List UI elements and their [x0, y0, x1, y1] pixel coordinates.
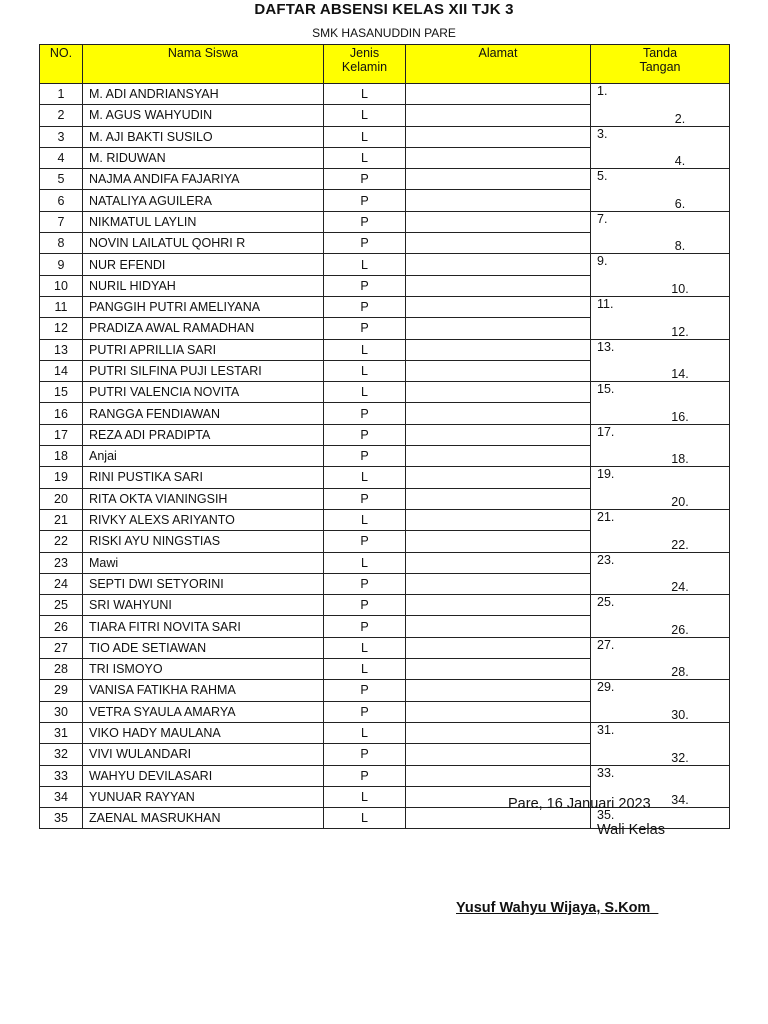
table-row [40, 509, 730, 530]
signature-cell: 7. [591, 211, 730, 232]
table-row [40, 424, 730, 445]
student-name: REZA ADI PRADIPTA [83, 424, 324, 445]
student-address [406, 126, 591, 147]
student-name: M. AGUS WAHYUDIN [83, 105, 324, 126]
student-sex: L [324, 552, 406, 573]
student-address [406, 339, 591, 360]
student-name: PUTRI SILFINA PUJI LESTARI [83, 360, 324, 381]
student-address [406, 424, 591, 445]
row-number: 15 [40, 382, 83, 403]
signature-cell: 32. [591, 744, 730, 765]
signature-cell: 23. [591, 552, 730, 573]
student-name: ZAENAL MASRUKHAN [83, 808, 324, 829]
student-sex: L [324, 126, 406, 147]
signature-cell: 22. [591, 531, 730, 552]
row-number: 8 [40, 233, 83, 254]
student-sex: L [324, 637, 406, 658]
signature-cell: 15. [591, 382, 730, 403]
student-name: RINI PUSTIKA SARI [83, 467, 324, 488]
table-row [40, 722, 730, 743]
signer-role: Wali Kelas [597, 822, 665, 838]
signature-cell: 30. [591, 701, 730, 722]
row-number: 12 [40, 318, 83, 339]
student-address [406, 467, 591, 488]
row-number: 32 [40, 744, 83, 765]
student-address [406, 233, 591, 254]
row-number: 14 [40, 360, 83, 381]
signature-cell: 2. [591, 105, 730, 126]
table-row [40, 765, 730, 786]
column-header-signature-line1: Tanda [642, 46, 678, 60]
row-number: 6 [40, 190, 83, 211]
table-row [40, 403, 730, 424]
table-row [40, 211, 730, 232]
student-sex: P [324, 190, 406, 211]
student-address [406, 701, 591, 722]
student-address [406, 637, 591, 658]
student-sex: P [324, 573, 406, 594]
student-sex: P [324, 531, 406, 552]
student-address [406, 296, 591, 317]
column-header-signature [591, 45, 730, 84]
column-header-name: Nama Siswa [83, 45, 324, 84]
student-name: WAHYU DEVILASARI [83, 765, 324, 786]
student-name: TIO ADE SETIAWAN [83, 637, 324, 658]
row-number: 7 [40, 211, 83, 232]
student-address [406, 403, 591, 424]
student-sex: L [324, 360, 406, 381]
table-row [40, 339, 730, 360]
signature-cell: 10. [591, 275, 730, 296]
student-sex: P [324, 275, 406, 296]
student-address [406, 254, 591, 275]
student-name: M. ADI ANDRIANSYAH [83, 84, 324, 105]
student-sex: L [324, 509, 406, 530]
row-number: 26 [40, 616, 83, 637]
student-name: PRADIZA AWAL RAMADHAN [83, 318, 324, 339]
signature-cell: 16. [591, 403, 730, 424]
row-number: 29 [40, 680, 83, 701]
row-number: 31 [40, 722, 83, 743]
row-number: 4 [40, 147, 83, 168]
student-name: Anjai [83, 446, 324, 467]
table-row [40, 84, 730, 105]
signature-cell: 17. [591, 424, 730, 445]
student-address [406, 680, 591, 701]
student-sex: P [324, 680, 406, 701]
student-sex: L [324, 467, 406, 488]
table-row [40, 254, 730, 275]
school-name: SMK HASANUDDIN PARE [312, 26, 456, 40]
student-address [406, 275, 591, 296]
row-number: 13 [40, 339, 83, 360]
row-number: 18 [40, 446, 83, 467]
signer-name: Yusuf Wahyu Wijaya, S.Kom [456, 900, 659, 916]
student-sex: L [324, 659, 406, 680]
column-header-sex-line2: Kelamin [341, 60, 388, 74]
student-name: NOVIN LAILATUL QOHRI R [83, 233, 324, 254]
table-row [40, 531, 730, 552]
student-sex: P [324, 169, 406, 190]
signature-cell: 1. [591, 84, 730, 105]
document-title: DAFTAR ABSENSI KELAS XII TJK 3 [254, 1, 514, 18]
table-header-row [40, 45, 730, 84]
student-name: YUNUAR RAYYAN [83, 786, 324, 807]
table-row [40, 552, 730, 573]
student-name: VANISA FATIKHA RAHMA [83, 680, 324, 701]
student-name: NATALIYA AGUILERA [83, 190, 324, 211]
student-sex: P [324, 424, 406, 445]
row-number: 28 [40, 659, 83, 680]
student-address [406, 84, 591, 105]
student-sex: L [324, 786, 406, 807]
student-sex: P [324, 765, 406, 786]
row-number: 24 [40, 573, 83, 594]
student-sex: P [324, 595, 406, 616]
table-row [40, 147, 730, 168]
signature-cell: 3. [591, 126, 730, 147]
signature-cell: 13. [591, 339, 730, 360]
row-number: 16 [40, 403, 83, 424]
student-sex: P [324, 744, 406, 765]
student-address [406, 318, 591, 339]
student-sex: P [324, 616, 406, 637]
student-address [406, 446, 591, 467]
student-name: SRI WAHYUNI [83, 595, 324, 616]
student-name: NURIL HIDYAH [83, 275, 324, 296]
row-number: 3 [40, 126, 83, 147]
table-row [40, 190, 730, 211]
student-sex: L [324, 147, 406, 168]
column-header-sex [324, 45, 406, 84]
signature-cell: 28. [591, 659, 730, 680]
row-number: 35 [40, 808, 83, 829]
signature-cell: 11. [591, 296, 730, 317]
student-address [406, 531, 591, 552]
signature-cell: 33. [591, 765, 730, 786]
signature-cell: 6. [591, 190, 730, 211]
table-row [40, 126, 730, 147]
row-number: 17 [40, 424, 83, 445]
student-sex: P [324, 403, 406, 424]
table-row [40, 296, 730, 317]
signature-cell: 34. [591, 786, 730, 807]
row-number: 5 [40, 169, 83, 190]
student-name: RITA OKTA VIANINGSIH [83, 488, 324, 509]
signature-cell: 20. [591, 488, 730, 509]
row-number: 1 [40, 84, 83, 105]
signature-cell: 35. [591, 808, 730, 829]
student-address [406, 552, 591, 573]
signature-cell: 21. [591, 509, 730, 530]
student-name: VETRA SYAULA AMARYA [83, 701, 324, 722]
signature-cell: 8. [591, 233, 730, 254]
student-sex: L [324, 722, 406, 743]
student-name: VIKO HADY MAULANA [83, 722, 324, 743]
student-sex: L [324, 339, 406, 360]
signature-cell: 29. [591, 680, 730, 701]
table-body [40, 84, 730, 829]
signature-cell: 5. [591, 169, 730, 190]
student-sex: P [324, 446, 406, 467]
student-sex: P [324, 488, 406, 509]
student-address [406, 659, 591, 680]
signature-cell: 4. [591, 147, 730, 168]
signature-cell: 26. [591, 616, 730, 637]
student-address [406, 169, 591, 190]
student-name: PANGGIH PUTRI AMELIYANA [83, 296, 324, 317]
row-number: 22 [40, 531, 83, 552]
row-number: 30 [40, 701, 83, 722]
row-number: 10 [40, 275, 83, 296]
signature-cell: 27. [591, 637, 730, 658]
place-date: Pare, 16 Januari 2023 [508, 796, 651, 812]
student-address [406, 595, 591, 616]
student-sex: P [324, 211, 406, 232]
table-row [40, 105, 730, 126]
student-address [406, 190, 591, 211]
table-row [40, 169, 730, 190]
attendance-table [39, 44, 730, 829]
student-address [406, 147, 591, 168]
signature-cell: 19. [591, 467, 730, 488]
student-name: TRI ISMOYO [83, 659, 324, 680]
table-row [40, 659, 730, 680]
table-row [40, 744, 730, 765]
student-address [406, 573, 591, 594]
student-name: NIKMATUL LAYLIN [83, 211, 324, 232]
column-header-address: Alamat [406, 45, 591, 84]
signature-cell: 9. [591, 254, 730, 275]
student-address [406, 382, 591, 403]
student-address [406, 744, 591, 765]
student-name: Mawi [83, 552, 324, 573]
table-row [40, 488, 730, 509]
student-sex: P [324, 701, 406, 722]
student-name: VIVI WULANDARI [83, 744, 324, 765]
student-name: NUR EFENDI [83, 254, 324, 275]
student-address [406, 509, 591, 530]
student-sex: L [324, 254, 406, 275]
row-number: 20 [40, 488, 83, 509]
student-sex: L [324, 105, 406, 126]
student-name: RANGGA FENDIAWAN [83, 403, 324, 424]
student-address [406, 211, 591, 232]
row-number: 11 [40, 296, 83, 317]
student-name: RISKI AYU NINGSTIAS [83, 531, 324, 552]
signature-cell: 24. [591, 573, 730, 594]
column-header-no: NO. [40, 45, 83, 84]
table-row [40, 616, 730, 637]
table-row [40, 382, 730, 403]
student-address [406, 105, 591, 126]
table-row [40, 275, 730, 296]
signature-cell: 18. [591, 446, 730, 467]
table-row [40, 637, 730, 658]
student-sex: P [324, 296, 406, 317]
student-address [406, 360, 591, 381]
student-address [406, 616, 591, 637]
student-address [406, 488, 591, 509]
student-sex: P [324, 318, 406, 339]
student-address [406, 765, 591, 786]
student-address [406, 722, 591, 743]
student-sex: L [324, 382, 406, 403]
table-row [40, 573, 730, 594]
row-number: 19 [40, 467, 83, 488]
row-number: 34 [40, 786, 83, 807]
row-number: 27 [40, 637, 83, 658]
signature-cell: 31. [591, 722, 730, 743]
student-name: PUTRI VALENCIA NOVITA [83, 382, 324, 403]
table-row [40, 595, 730, 616]
signature-cell: 14. [591, 360, 730, 381]
student-name: M. RIDUWAN [83, 147, 324, 168]
table-row [40, 446, 730, 467]
signature-cell: 12. [591, 318, 730, 339]
student-name: SEPTI DWI SETYORINI [83, 573, 324, 594]
table-row [40, 680, 730, 701]
row-number: 2 [40, 105, 83, 126]
student-name: RIVKY ALEXS ARIYANTO [83, 509, 324, 530]
row-number: 21 [40, 509, 83, 530]
student-name: PUTRI APRILLIA SARI [83, 339, 324, 360]
table-row [40, 467, 730, 488]
table-row [40, 360, 730, 381]
row-number: 9 [40, 254, 83, 275]
row-number: 23 [40, 552, 83, 573]
column-header-sex-line1: Jenis [349, 46, 380, 60]
student-sex: L [324, 808, 406, 829]
student-name: TIARA FITRI NOVITA SARI [83, 616, 324, 637]
signature-cell: 25. [591, 595, 730, 616]
row-number: 33 [40, 765, 83, 786]
table-row [40, 233, 730, 254]
column-header-signature-line2: Tangan [639, 60, 681, 74]
table-row [40, 318, 730, 339]
student-sex: P [324, 233, 406, 254]
student-sex: L [324, 84, 406, 105]
row-number: 25 [40, 595, 83, 616]
table-row [40, 701, 730, 722]
student-name: M. AJI BAKTI SUSILO [83, 126, 324, 147]
student-name: NAJMA ANDIFA FAJARIYA [83, 169, 324, 190]
